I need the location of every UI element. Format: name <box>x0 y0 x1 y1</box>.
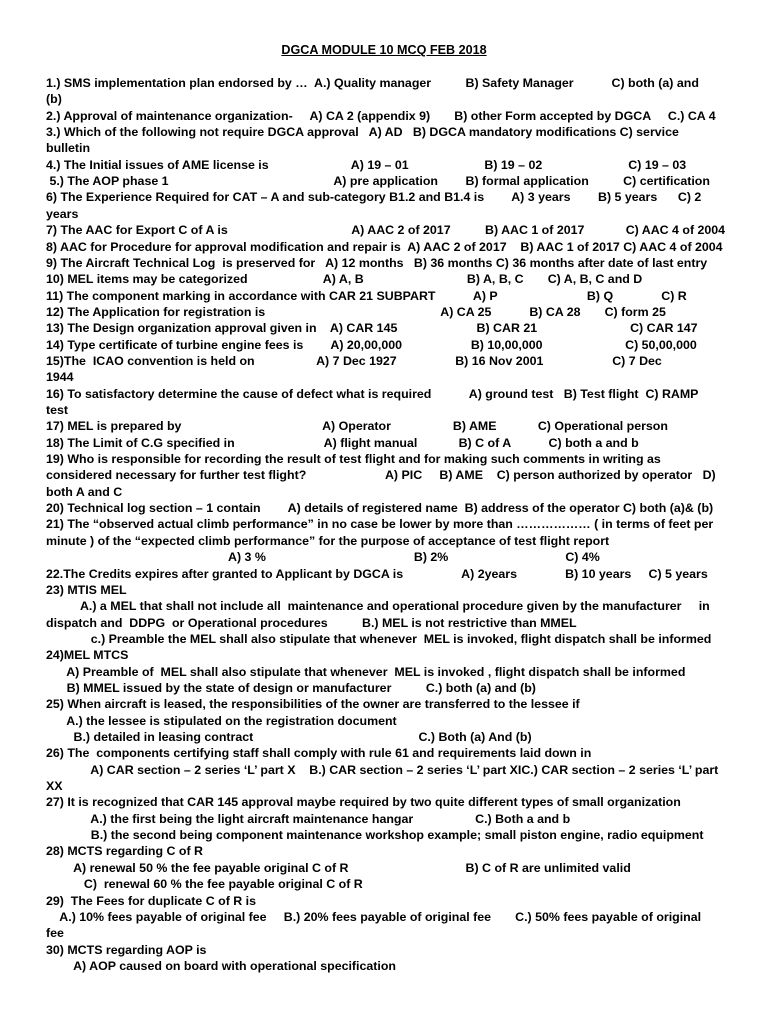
text-line: 16) To satisfactory determine the cause of defect what is required A) ground test B) Test flight C) RAMP <box>46 386 699 401</box>
text-line: (b) <box>46 92 62 107</box>
text-line: fee <box>46 926 64 941</box>
text-line: 25) When aircraft is leased, the responsibilities of the owner are transferred to the lessee if <box>46 697 580 712</box>
text-line: A) 3 % B) 2% C) 4% <box>46 550 600 565</box>
text-line: 11) The component marking in accordance with CAR 21 SUBPART A) P B) Q C) R <box>46 288 687 303</box>
text-line: c.) Preamble the MEL shall also stipulate that whenever MEL is invoked, flight dispatch shall be informed <box>46 631 712 646</box>
text-line: 13) The Design organization approval given in A) CAR 145 B) CAR 21 C) CAR 147 <box>46 321 698 336</box>
text-line: 30) MCTS regarding AOP is <box>46 942 207 957</box>
text-line: 5.) The AOP phase 1 A) pre application B) formal application C) certification <box>46 174 710 189</box>
text-line: B) MMEL issued by the state of design or manufacturer C.) both (a) and (b) <box>46 680 536 695</box>
text-line: A.) 10% fees payable of original fee B.) 20% fees payable of original fee C.) 50% fees payable of original <box>46 909 702 924</box>
text-line: 6) The Experience Required for CAT – A and sub-category B1.2 and B1.4 is A) 3 years B) 5 years C) 2 <box>46 190 702 205</box>
text-line: 24)MEL MTCS <box>46 648 129 663</box>
text-line: B.) the second being component maintenance workshop example; small piston engine, radio equipment <box>46 828 704 843</box>
text-line: 26) The components certifying staff shall comply with rule 61 and requirements laid down in <box>46 746 592 761</box>
text-line: 19) Who is responsible for recording the result of test flight and for making such comments in writing as <box>46 452 661 467</box>
text-line: 14) Type certificate of turbine engine fees is A) 20,00,000 B) 10,00,000 C) 50,00,000 <box>46 337 697 352</box>
text-line: 10) MEL items may be categorized A) A, B B) A, B, C C) A, B, C and D <box>46 272 643 287</box>
text-line: C) renewal 60 % the fee payable original C of R <box>46 877 363 892</box>
text-line: 8) AAC for Procedure for approval modification and repair is A) AAC 2 of 2017 B) AAC 1 of 2017 C) AAC 4 of 2004 <box>46 239 723 254</box>
text-line: B.) detailed in leasing contract C.) Both (a) And (b) <box>46 730 532 744</box>
text-line: bulletin <box>46 141 91 156</box>
text-line: A) Preamble of MEL shall also stipulate that whenever MEL is invoked , flight dispatch shall be informed <box>46 664 686 679</box>
document-title: DGCA MODULE 10 MCQ FEB 2018 <box>281 43 487 57</box>
text-line: test <box>46 403 69 417</box>
text-line: 21) The “observed actual climb performance” in no case be lower by more than ……………… ( in terms of feet per <box>46 517 714 532</box>
text-line: 23) MTIS MEL <box>46 582 127 597</box>
text-line: 28) MCTS regarding C of R <box>46 844 203 859</box>
text-line: A) CAR section – 2 series ‘L’ part X B.) CAR section – 2 series ‘L’ part XIC.) CAR section – 2 series ‘L’ part <box>46 762 719 777</box>
text-line: 2.) Approval of maintenance organization- A) CA 2 (appendix 9) B) other Form accepted by DGCA C.) CA 4 <box>46 108 716 123</box>
text-line: considered necessary for further test flight? A) PIC B) AME C) person authorized by operator D) <box>46 468 716 483</box>
text-line: years <box>46 206 79 221</box>
text-line: A.) a MEL that shall not include all maintenance and operational procedure given by the manufacturer in <box>46 599 710 614</box>
text-line: XX <box>46 779 63 794</box>
text-line: 7) The AAC for Export C of A is A) AAC 2 of 2017 B) AAC 1 of 2017 C) AAC 4 of 2004 <box>46 223 726 238</box>
text-line: dispatch and DDPG or Operational procedures B.) MEL is not restrictive than MMEL <box>46 615 577 630</box>
text-line: 1.) SMS implementation plan endorsed by … A.) Quality manager B) Safety Manager C) both (a) and <box>46 76 699 90</box>
text-line: 27) It is recognized that CAR 145 approval maybe required by two quite different types of small organization <box>46 795 681 810</box>
text-line: 29) The Fees for duplicate C of R is <box>46 893 256 908</box>
text-line: both A and C <box>46 484 123 499</box>
text-line: 1944 <box>46 370 74 385</box>
text-line: A) AOP caused on board with operational specification <box>46 958 396 973</box>
text-line: 15)The ICAO convention is held on A) 7 Dec 1927 B) 16 Nov 2001 C) 7 Dec <box>46 353 662 368</box>
text-line: 22.The Credits expires after granted to Applicant by DGCA is A) 2years B) 10 years C) 5 years <box>46 566 708 581</box>
text-line: 12) The Application for registration is A) CA 25 B) CA 28 C) form 25 <box>46 304 666 319</box>
text-line: 9) The Aircraft Technical Log is preserved for A) 12 months B) 36 months C) 36 months after date of last entry <box>46 255 708 270</box>
text-line: minute ) of the “expected climb performance” for the purpose of acceptance of test flight report <box>46 533 610 548</box>
text-line: A) renewal 50 % the fee payable original C of R B) C of R are unlimited valid <box>46 860 631 875</box>
text-line: 3.) Which of the following not require DGCA approval A) AD B) DGCA mandatory modifications C) service <box>46 125 679 140</box>
text-line: A.) the lessee is stipulated on the registration document <box>46 713 397 728</box>
text-line: 17) MEL is prepared by A) Operator B) AME C) Operational person <box>46 419 668 434</box>
text-line: 4.) The Initial issues of AME license is A) 19 – 01 B) 19 – 02 C) 19 – 03 <box>46 157 687 172</box>
text-line: A.) the first being the light aircraft maintenance hangar C.) Both a and b <box>46 811 571 826</box>
text-line: 18) The Limit of C.G specified in A) flight manual B) C of A C) both a and b <box>46 435 639 450</box>
text-line: 20) Technical log section – 1 contain A) details of registered name B) address of the operator C) both (a)& (b) <box>46 501 714 516</box>
